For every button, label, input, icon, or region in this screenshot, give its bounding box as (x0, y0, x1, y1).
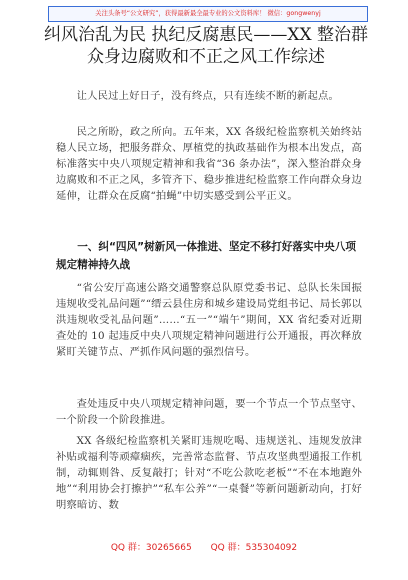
section-heading: 一、纠“四风”树新风一体推进、坚定不移打好落实中央八项规定精神持久战 (56, 241, 356, 271)
footer-qq-group-2: QQ 群：535304092 (210, 543, 298, 553)
paragraph-overview: 民之所盼，政之所向。五年来，XX 各级纪检监察机关始终站稳人民立场，把服务群众、厚植党的执政基础作为根本出发点，高标准落实中央八项规定精神和我省“36 条办法”，深入整治群众身边腐败和不正之风，多管齐下、稳步推进纪检监察工作向群众身边延伸，让群众在反腐“拍蝇”中切实感受到公平正义。 (56, 126, 362, 202)
document-title: 纠风治乱为民 执纪反腐惠民——XX 整治群众身边腐败和不正之风工作综述 (43, 25, 368, 67)
paragraph-nodes: 查处违反中央八项规定精神问题，要一个节点一个节点坚守、一个阶段一个阶段推进。 (56, 398, 362, 426)
footer-contact (0, 540, 408, 556)
promo-banner[interactable]: 关注头条号“公文研究”，获得最新最全最专业的公文资料库！ 微信：gongwenyj (48, 6, 368, 22)
paragraph-cases: “省公安厅高速公路交通警察总队原党委书记、总队长朱国振违规收受礼品问题”“缙云县住房和城乡建设局党组书记、局长郭以洪违规收受礼品问题”……“五一”“端午”期间，XX 省纪委对近期查处的 10 起违反中央八项规定精神问题进行公开通报，再次释放紧盯关键节点、严抓作风问题的强烈信号。 (56, 282, 362, 358)
paragraph-measures: XX 各级纪检监察机关紧盯违规吃喝、违规送礼、违规发放津补贴或福利等顽瘴痼疾，完善常态监督、节点攻坚典型通报工作机制，动辄则咎、反复敲打；针对“不吃公款吃老板”“不在本地跑外地”“利用协会打擦护”“私车公养”“一桌餐”等新问题新动向，打好明察暗访、数 (56, 435, 362, 511)
footer-qq-group-1: QQ 群：30265665 (110, 543, 192, 553)
paragraph-intro: 让人民过上好日子，没有终点，只有连续不断的新起点。 (76, 90, 340, 102)
